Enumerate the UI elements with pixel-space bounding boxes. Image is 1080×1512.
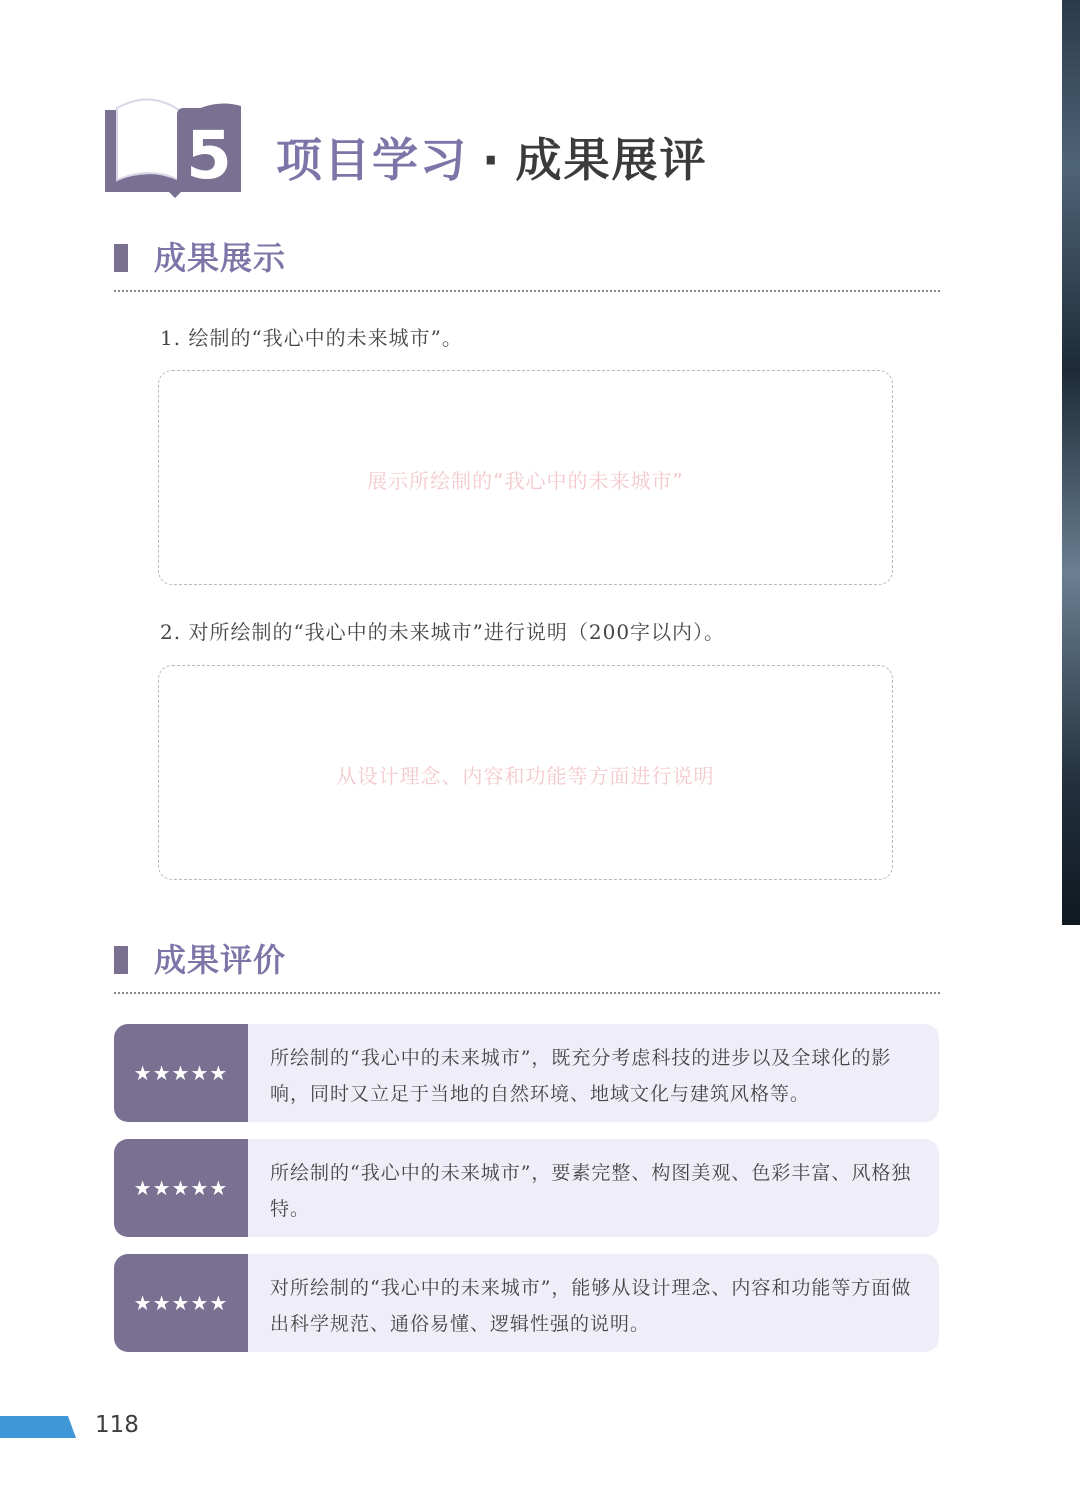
star-rating-tab bbox=[114, 1139, 248, 1237]
section-marker bbox=[114, 946, 128, 974]
unit-number: 5 bbox=[186, 117, 232, 194]
title-separator: · bbox=[482, 133, 502, 187]
star-rating-icon: ★★★★★ bbox=[133, 1291, 229, 1315]
unit-label: 单元 bbox=[127, 152, 159, 170]
section-heading-evaluation bbox=[114, 934, 940, 996]
star-rating-icon: ★★★★★ bbox=[133, 1176, 229, 1200]
section-divider bbox=[114, 992, 940, 994]
drawing-placeholder: 展示所绘制的“我心中的未来城市” bbox=[367, 469, 684, 493]
footer-accent-bar bbox=[0, 1416, 76, 1438]
section-title: 成果评价 bbox=[154, 941, 287, 979]
rubric-criterion-text: 所绘制的“我心中的未来城市”，要素完整、构图美观、色彩丰富、风格独特。 bbox=[270, 1162, 912, 1220]
star-rating-tab bbox=[114, 1024, 248, 1122]
page-title bbox=[276, 128, 707, 192]
unit-badge-book-icon bbox=[103, 88, 243, 198]
section-title: 成果展示 bbox=[154, 239, 287, 277]
item-1-text: 1. 绘制的“我心中的未来城市”。 bbox=[160, 326, 463, 350]
section-marker bbox=[114, 244, 128, 272]
star-rating-icon: ★★★★★ bbox=[133, 1061, 229, 1085]
page-title-part2: 成果展评 bbox=[515, 133, 708, 187]
page-title-part1: 项目学习 bbox=[276, 133, 468, 187]
section-heading-display bbox=[114, 232, 940, 294]
description-answer-box[interactable] bbox=[158, 665, 893, 880]
description-placeholder: 从设计理念、内容和功能等方面进行说明 bbox=[336, 764, 715, 788]
page-edge-photo-strip bbox=[1062, 0, 1080, 925]
rubric-criterion-text: 对所绘制的“我心中的未来城市”，能够从设计理念、内容和功能等方面做出科学规范、通俗易懂、逻辑性强的说明。 bbox=[270, 1277, 912, 1335]
drawing-answer-box[interactable] bbox=[158, 370, 893, 585]
page-number: 118 bbox=[95, 1412, 139, 1438]
rubric-row bbox=[114, 1139, 939, 1237]
item-2-text: 2. 对所绘制的“我心中的未来城市”进行说明（200字以内）。 bbox=[160, 620, 726, 644]
rubric-row bbox=[114, 1024, 939, 1122]
rubric-criterion-text: 所绘制的“我心中的未来城市”，既充分考虑科技的进步以及全球化的影响，同时又立足于当地的自然环境、地域文化与建筑风格等。 bbox=[270, 1047, 892, 1105]
rubric-row bbox=[114, 1254, 939, 1352]
section-divider bbox=[114, 290, 940, 292]
star-rating-tab bbox=[114, 1254, 248, 1352]
